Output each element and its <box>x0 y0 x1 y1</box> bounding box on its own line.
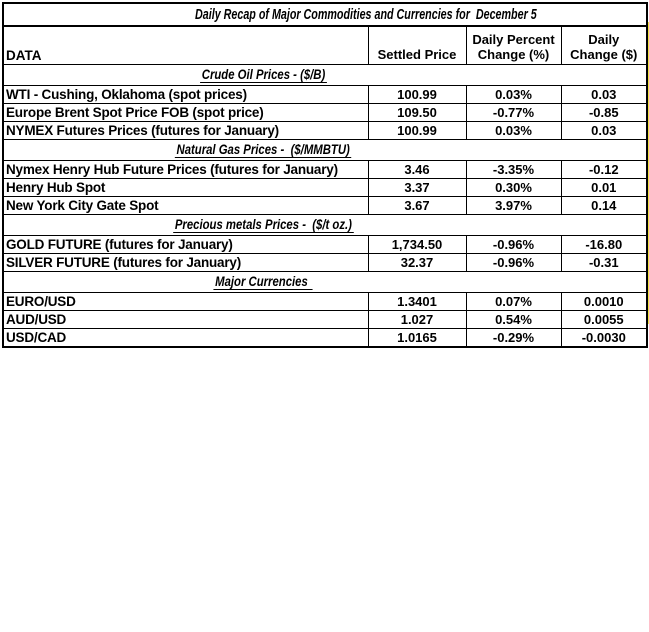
row-label: NYMEX Futures Prices (futures for January) <box>3 122 368 140</box>
daily-change-value: -0.0030 <box>561 329 647 348</box>
row-label: Europe Brent Spot Price FOB (spot price) <box>3 104 368 122</box>
section-header-cell <box>3 140 647 161</box>
table-row <box>3 104 647 122</box>
section-header-row <box>3 272 647 293</box>
section-header-row <box>3 140 647 161</box>
table-row <box>3 236 647 254</box>
table-row <box>3 122 647 140</box>
daily-change-value: 0.0055 <box>561 311 647 329</box>
row-label: USD/CAD <box>3 329 368 348</box>
table-row <box>3 293 647 311</box>
table-row <box>3 254 647 272</box>
settled-price-label: Settled Price <box>377 47 457 63</box>
settled-price-value: 100.99 <box>368 86 466 104</box>
daily-change-value: -0.12 <box>561 161 647 179</box>
column-header-data: DATA <box>3 26 368 65</box>
table-row <box>3 86 647 104</box>
settled-price-value: 3.37 <box>368 179 466 197</box>
row-label: GOLD FUTURE (futures for January) <box>3 236 368 254</box>
row-label: AUD/USD <box>3 311 368 329</box>
section-header-label: Major Currencies <box>215 274 312 289</box>
settled-price-value: 1.027 <box>368 311 466 329</box>
section-header-row <box>3 215 647 236</box>
daily-percent-label-line2: Change (%) <box>477 47 550 63</box>
settled-price-value: 3.46 <box>368 161 466 179</box>
daily-percent-change-value: -0.77% <box>466 104 561 122</box>
row-label: EURO/USD <box>3 293 368 311</box>
daily-change-value: 0.0010 <box>561 293 647 311</box>
column-header-daily-percent-change <box>466 26 561 65</box>
daily-recap-table <box>2 2 648 348</box>
daily-percent-change-value: -3.35% <box>466 161 561 179</box>
daily-change-value: 0.03 <box>561 86 647 104</box>
settled-price-value: 109.50 <box>368 104 466 122</box>
daily-percent-change-value: -0.96% <box>466 236 561 254</box>
daily-change-value: -0.85 <box>561 104 647 122</box>
daily-change-value: 0.14 <box>561 197 647 215</box>
table-title: Daily Recap of Major Commodities and Currencies for December 5 <box>194 6 537 23</box>
daily-change-label-line1: Daily <box>588 31 620 47</box>
settled-price-value: 1,734.50 <box>368 236 466 254</box>
column-header-settled-price <box>368 26 466 65</box>
table-row <box>3 329 647 348</box>
section-header-row <box>3 65 647 86</box>
daily-percent-change-value: 0.54% <box>466 311 561 329</box>
settled-price-value: 1.3401 <box>368 293 466 311</box>
row-label: New York City Gate Spot <box>3 197 368 215</box>
daily-percent-change-value: 3.97% <box>466 197 561 215</box>
section-header-label: Natural Gas Prices - ($/MMBTU) <box>176 142 351 157</box>
settled-price-value: 100.99 <box>368 122 466 140</box>
row-label: Nymex Henry Hub Future Prices (futures for January) <box>3 161 368 179</box>
daily-percent-change-value: -0.96% <box>466 254 561 272</box>
settled-price-value: 3.67 <box>368 197 466 215</box>
daily-percent-change-value: 0.07% <box>466 293 561 311</box>
row-label: WTI - Cushing, Oklahoma (spot prices) <box>3 86 368 104</box>
daily-change-label-line2: Change ($) <box>570 47 638 63</box>
daily-change-value: 0.03 <box>561 122 647 140</box>
daily-percent-change-value: 0.03% <box>466 86 561 104</box>
title-row <box>3 3 647 26</box>
daily-change-value: 0.01 <box>561 179 647 197</box>
column-header-row <box>3 26 647 65</box>
section-header-cell <box>3 215 647 236</box>
table-row <box>3 311 647 329</box>
settled-price-value: 1.0165 <box>368 329 466 348</box>
section-header-label: Precious metals Prices - ($/t oz.) <box>174 217 353 232</box>
daily-percent-label-line1: Daily Percent <box>472 31 555 47</box>
daily-change-value: -16.80 <box>561 236 647 254</box>
daily-percent-change-value: -0.29% <box>466 329 561 348</box>
section-header-cell <box>3 65 647 86</box>
row-label: Henry Hub Spot <box>3 179 368 197</box>
column-header-daily-change <box>561 26 647 65</box>
settled-price-value: 32.37 <box>368 254 466 272</box>
row-label: SILVER FUTURE (futures for January) <box>3 254 368 272</box>
daily-percent-change-value: 0.30% <box>466 179 561 197</box>
table-row <box>3 197 647 215</box>
table-row <box>3 179 647 197</box>
table-title-cell <box>3 3 647 26</box>
daily-change-value: -0.31 <box>561 254 647 272</box>
daily-percent-change-value: 0.03% <box>466 122 561 140</box>
table-row <box>3 161 647 179</box>
section-header-label: Crude Oil Prices - ($/B) <box>201 67 326 82</box>
section-header-cell <box>3 272 647 293</box>
